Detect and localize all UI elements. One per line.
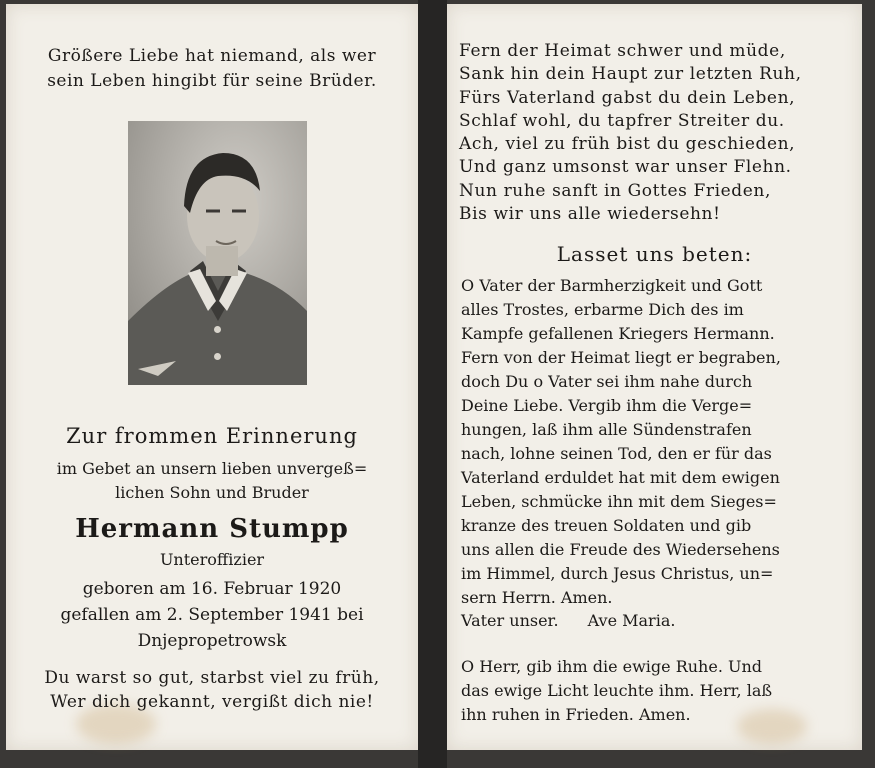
memory-subtitle-line: lichen Sohn und Bruder [115, 483, 309, 502]
prayer-line: kranze des treuen Soldaten und gib [461, 516, 752, 535]
prayer-line: doch Du o Vater sei ihm nahe durch [461, 372, 753, 391]
memory-subtitle [6, 457, 418, 505]
deceased-name: Hermann Stumpp [75, 514, 349, 544]
vater-unser: Vater unser. [461, 611, 559, 630]
poem-line: Nun ruhe sanft in Gottes Frieden, [459, 180, 771, 201]
prayer-line: O Vater der Barmherzigkeit und Gott [461, 276, 763, 295]
prayer-line: hungen, laß ihm alle Sündenstrafen [461, 420, 752, 439]
death-date: gefallen am 2. September 1941 bei [60, 605, 364, 625]
prayer-line: nach, lohne seinen Tod, den er für das [461, 444, 772, 463]
military-rank: Unteroffizier [159, 550, 265, 569]
farewell-verse [6, 666, 418, 714]
poem-line: Fürs Vaterland gabst du dein Leben, [459, 87, 796, 108]
memory-title: Zur frommen Erinnerung [66, 424, 358, 448]
poem-line: Bis wir uns alle wiedersehn! [459, 204, 721, 225]
prayer-line: Leben, schmücke ihn mit dem Sieges= [461, 492, 777, 511]
prayer-line: Fern von der Heimat liegt er begraben, [461, 348, 781, 367]
memory-subtitle-line: im Gebet an unsern lieben unvergeß= [56, 459, 368, 478]
poem-line: Ach, viel zu früh bist du geschieden, [459, 134, 796, 155]
motto-line: sein Leben hingibt für seine Brüder. [47, 71, 377, 91]
poem-line: Fern der Heimat schwer und müde, [459, 41, 786, 61]
closing-line: O Herr, gib ihm die ewige Ruhe. Und [461, 657, 763, 676]
soldier-portrait-image [128, 121, 307, 385]
closing-line: ihn ruhen in Frieden. Amen. [461, 705, 691, 724]
poem-line: Schlaf wohl, du tapfrer Streiter du. [459, 110, 785, 131]
closing-prayer [461, 655, 849, 727]
card-fold [418, 0, 447, 768]
motto-line: Größere Liebe hat niemand, als wer [47, 46, 377, 66]
closing-line: das ewige Licht leuchte ihm. Herr, laß [461, 681, 773, 700]
life-dates [6, 576, 418, 654]
prayer-line: Kampfe gefallenen Kriegers Hermann. [461, 324, 775, 343]
poem-line: Sank hin dein Haupt zur letzten Ruh, [459, 64, 802, 85]
bible-motto [6, 44, 418, 94]
prayer-line: Vaterland erduldet hat mit dem ewigen [461, 468, 780, 487]
poem-line: Und ganz umsonst war unser Flehn. [459, 157, 792, 178]
prayer-body [461, 274, 849, 610]
left-card [6, 4, 418, 750]
prayer-references [461, 611, 675, 630]
prayer-line: uns allen die Freude des Wiedersehens [461, 540, 780, 559]
right-card [447, 4, 862, 750]
memorial-poem [459, 40, 849, 226]
prayer-line: Deine Liebe. Vergib ihm die Verge= [461, 396, 753, 415]
prayer-line: sern Herrn. Amen. [461, 588, 613, 607]
birth-date: geboren am 16. Februar 1920 [82, 579, 342, 599]
ave-maria: Ave Maria. [587, 611, 676, 630]
death-place: Dnjepropetrowsk [137, 631, 287, 651]
prayer-line: im Himmel, durch Jesus Christus, un= [461, 564, 774, 583]
farewell-line: Wer dich gekannt, vergißt dich nie! [50, 692, 374, 712]
farewell-line: Du warst so gut, starbst viel zu früh, [44, 668, 380, 688]
prayer-line: alles Trostes, erbarme Dich des im [461, 300, 744, 319]
prayer-title: Lasset uns beten: [556, 242, 753, 266]
portrait-photo [128, 121, 307, 385]
